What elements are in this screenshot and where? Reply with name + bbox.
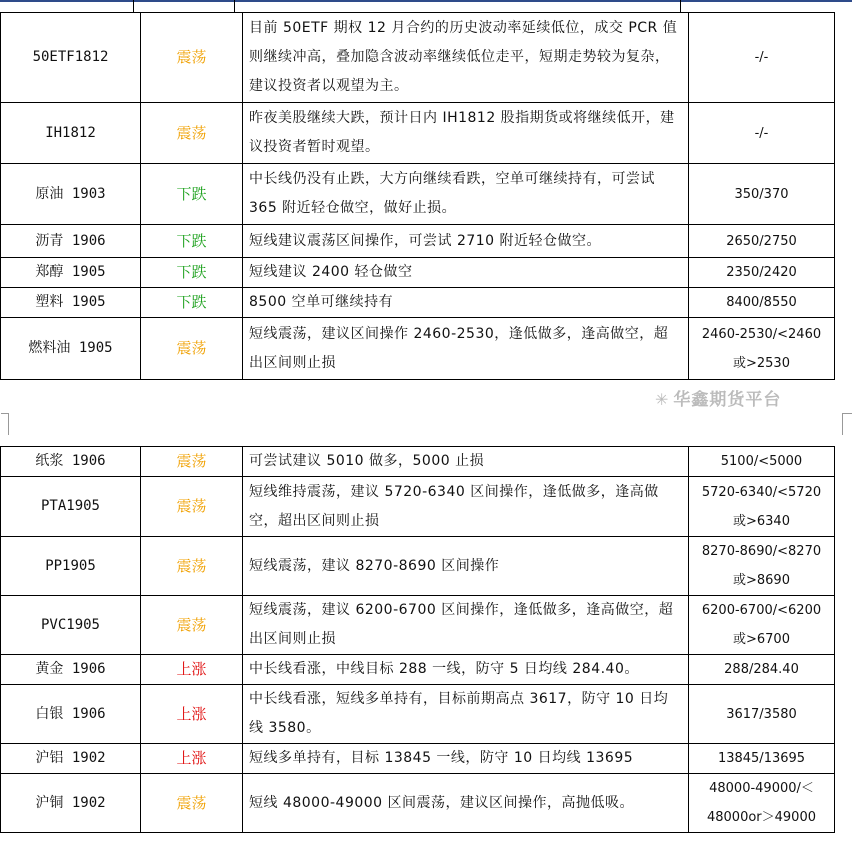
advice-cell: 目前 50ETF 期权 12 月合约的历史波动率延续低位，成交 PCR 值则继续冲高，叠加隐含波动率继续低位走平，短期走势较为复杂，建议投资者以观望为主。 <box>243 13 689 103</box>
table-row <box>1 288 835 318</box>
trend-cell: 震荡 <box>141 477 243 537</box>
page-corner-mark <box>8 413 10 435</box>
advice-cell: 短线多单持有，目标 13845 一线，防守 10 日均线 13695 <box>243 744 689 774</box>
table-row <box>1 258 835 288</box>
advice-cell: 可尝试建议 5010 做多，5000 止损 <box>243 447 689 477</box>
instrument-cell: 纸浆 1906 <box>1 447 141 477</box>
table-row <box>1 655 835 685</box>
levels-cell: 2460-2530/<2460 或>2530 <box>689 318 835 380</box>
instrument-cell: 燃料油 1905 <box>1 318 141 380</box>
instrument-cell: 原油 1903 <box>1 164 141 225</box>
levels-cell: 6200-6700/<6200 或>6700 <box>689 596 835 655</box>
instrument-cell: 沪铜 1902 <box>1 774 141 833</box>
instrument-cell: PTA1905 <box>1 477 141 537</box>
instrument-cell: 沥青 1906 <box>1 225 141 258</box>
trend-cell: 上涨 <box>141 655 243 685</box>
advice-cell: 中长线看涨，中线目标 288 一线，防守 5 日均线 284.40。 <box>243 655 689 685</box>
trend-cell: 下跌 <box>141 164 243 225</box>
advice-cell: 短线维持震荡，建议 5720-6340 区间操作，逢低做多，逢高做空，超出区间则止损 <box>243 477 689 537</box>
watermark-text: 华鑫期货平台 <box>673 390 782 410</box>
table-row <box>1 774 835 833</box>
trend-cell: 上涨 <box>141 744 243 774</box>
instrument-cell: 郑醇 1905 <box>1 258 141 288</box>
trend-cell: 震荡 <box>141 13 243 103</box>
trend-cell: 震荡 <box>141 103 243 164</box>
instrument-cell: 沪铝 1902 <box>1 744 141 774</box>
table-row <box>1 596 835 655</box>
advice-cell: 短线建议 2400 轻仓做空 <box>243 258 689 288</box>
table-row <box>1 447 835 477</box>
levels-cell: 5720-6340/<5720 或>6340 <box>689 477 835 537</box>
advice-cell: 短线建议震荡区间操作，可尝试 2710 附近轻仓做空。 <box>243 225 689 258</box>
trend-cell: 下跌 <box>141 258 243 288</box>
levels-cell: 8270-8690/<8270 或>8690 <box>689 537 835 596</box>
table-row <box>1 13 835 103</box>
table-row <box>1 318 835 380</box>
instrument-cell: IH1812 <box>1 103 141 164</box>
table-row <box>1 744 835 774</box>
levels-cell: -/- <box>689 103 835 164</box>
instrument-cell: PP1905 <box>1 537 141 596</box>
advice-cell: 短线震荡，建议 6200-6700 区间操作，逢低做多，逢高做空，超出区间则止损 <box>243 596 689 655</box>
instrument-cell: PVC1905 <box>1 596 141 655</box>
levels-cell: 288/284.40 <box>689 655 835 685</box>
futures-table-part-2 <box>0 446 835 833</box>
levels-cell: 48000-49000/＜48000or＞49000 <box>689 774 835 833</box>
trend-cell: 震荡 <box>141 596 243 655</box>
advice-cell: 中长线仍没有止跌，大方向继续看跌，空单可继续持有，可尝试 365 附近轻仓做空，做好止损。 <box>243 164 689 225</box>
levels-cell: 8400/8550 <box>689 288 835 318</box>
column-divider <box>680 0 681 12</box>
advice-cell: 短线 48000-49000 区间震荡，建议区间操作，高抛低吸。 <box>243 774 689 833</box>
wechat-icon: ✳ <box>655 390 670 409</box>
levels-cell: 2650/2750 <box>689 225 835 258</box>
levels-cell: 13845/13695 <box>689 744 835 774</box>
futures-table-part-1 <box>0 12 835 380</box>
levels-cell: 2350/2420 <box>689 258 835 288</box>
levels-cell: 350/370 <box>689 164 835 225</box>
trend-cell: 震荡 <box>141 774 243 833</box>
column-divider <box>133 0 134 12</box>
table-row <box>1 225 835 258</box>
levels-cell: 3617/3580 <box>689 685 835 744</box>
advice-cell: 短线震荡，建议 8270-8690 区间操作 <box>243 537 689 596</box>
instrument-cell: 塑料 1905 <box>1 288 141 318</box>
trend-cell: 震荡 <box>141 318 243 380</box>
advice-cell: 短线震荡，建议区间操作 2460-2530，逢低做多，逢高做空，超出区间则止损 <box>243 318 689 380</box>
watermark <box>655 385 781 410</box>
table-row <box>1 537 835 596</box>
trend-cell: 下跌 <box>141 288 243 318</box>
table-row <box>1 685 835 744</box>
instrument-cell: 白银 1906 <box>1 685 141 744</box>
instrument-cell: 50ETF1812 <box>1 13 141 103</box>
trend-cell: 下跌 <box>141 225 243 258</box>
advice-cell: 8500 空单可继续持有 <box>243 288 689 318</box>
instrument-cell: 黄金 1906 <box>1 655 141 685</box>
levels-cell: 5100/<5000 <box>689 447 835 477</box>
column-divider <box>234 0 235 12</box>
table-row <box>1 164 835 225</box>
page-corner-mark <box>842 413 844 435</box>
trend-cell: 震荡 <box>141 537 243 596</box>
table-row <box>1 103 835 164</box>
levels-cell: -/- <box>689 13 835 103</box>
table-row <box>1 477 835 537</box>
top-border <box>0 0 852 2</box>
advice-cell: 昨夜美股继续大跌，预计日内 IH1812 股指期货或将继续低开，建议投资者暂时观望。 <box>243 103 689 164</box>
trend-cell: 上涨 <box>141 685 243 744</box>
advice-cell: 中长线看涨，短线多单持有，目标前期高点 3617，防守 10 日均线 3580。 <box>243 685 689 744</box>
trend-cell: 震荡 <box>141 447 243 477</box>
